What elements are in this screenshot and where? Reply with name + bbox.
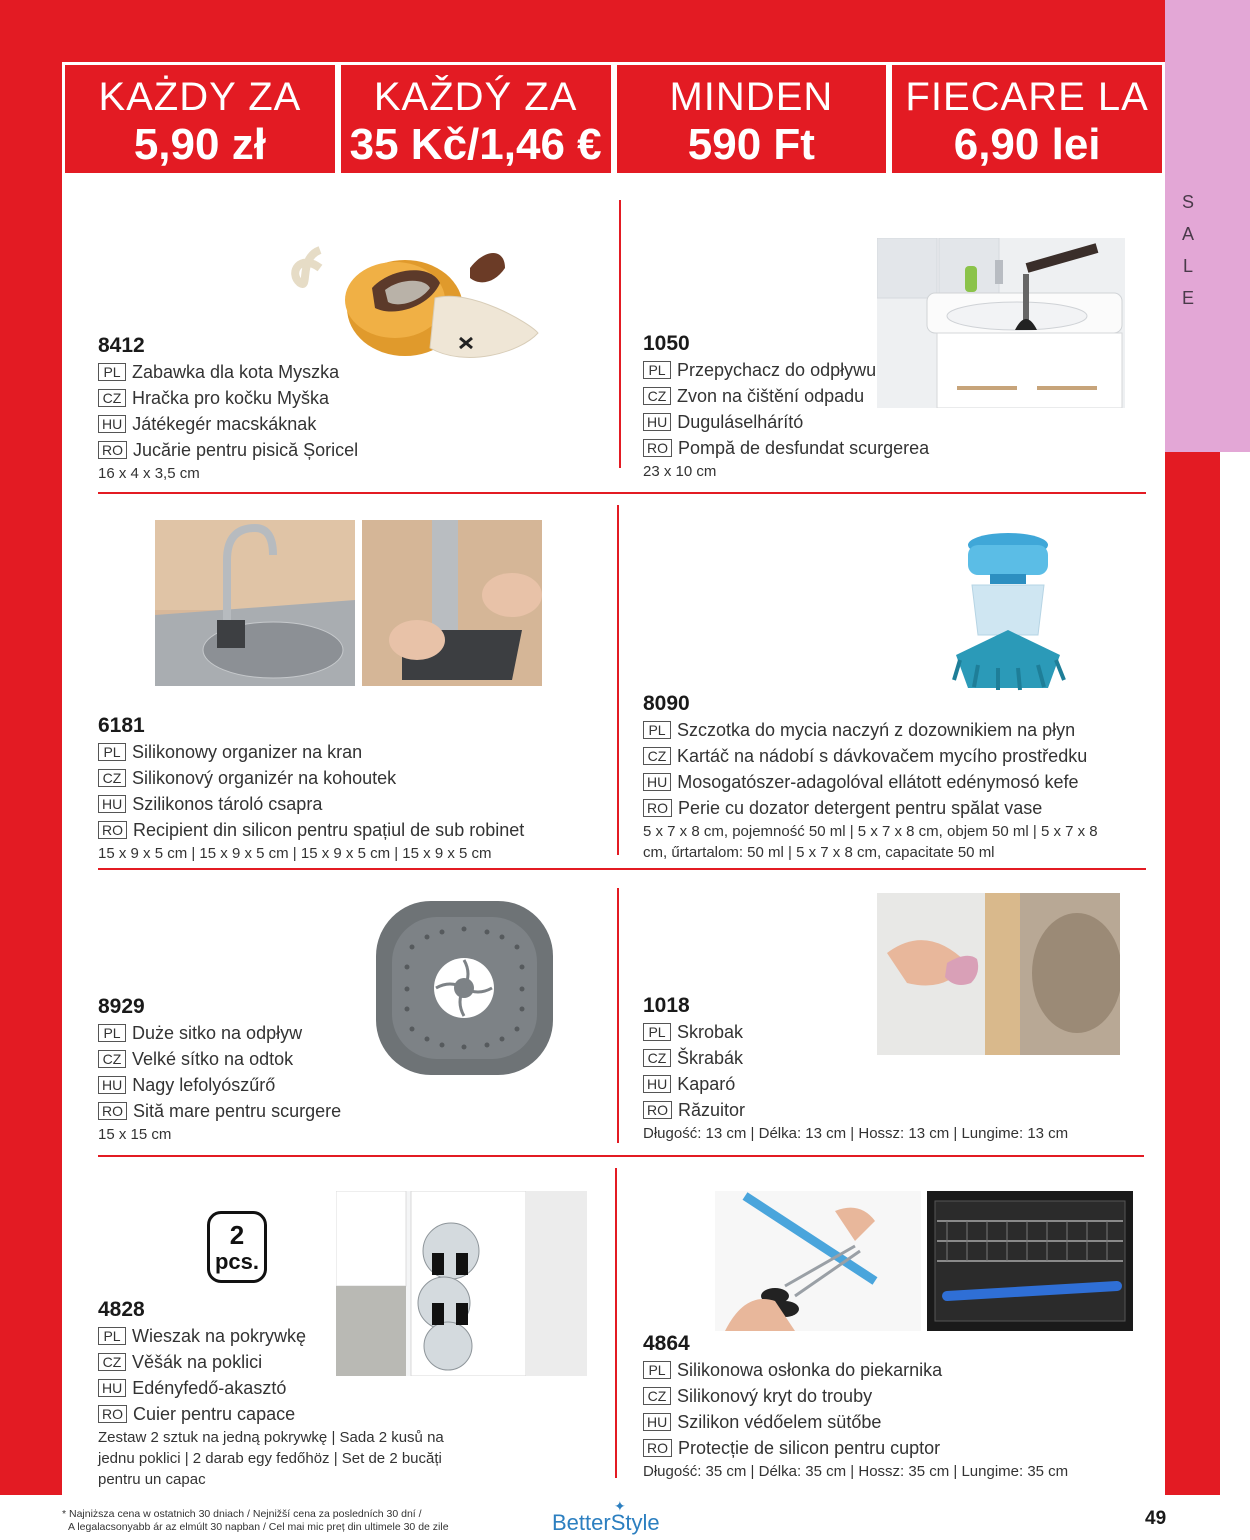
product-name-pl [643,1357,1123,1383]
faucet-organizer-image-1 [155,520,355,686]
product-6181 [98,713,558,864]
product-code: 8929 [98,995,145,1018]
product-name-hu [643,1071,1123,1097]
product-name: Szilikon védőelem sütőbe [677,1411,882,1432]
product-code: 4828 [98,1298,145,1321]
product-dimensions: jednu poklici | 2 darab egy fedőhöz | Set de 2 bucăți [98,1450,442,1467]
product-code: 6181 [98,714,145,737]
lang-tag: RO [643,799,672,817]
product-name: Mosogatószer-adagolóval ellátott edénymosó kefe [677,771,1079,792]
lang-tag: RO [98,441,127,459]
lang-tag: CZ [98,1050,126,1068]
price-cz [338,62,614,176]
product-code: 8090 [643,692,690,715]
product-name: Szilikonos tároló csapra [132,793,323,814]
brand-logo [552,1498,660,1536]
product-name: Kaparó [677,1073,736,1094]
product-name-pl [643,357,1103,383]
product-name: Jucărie pentru pisică Șoricel [133,439,359,460]
product-name: Pompă de desfundat scurgerea [678,437,930,458]
row-divider [98,1155,1144,1157]
lang-tag: CZ [643,387,671,405]
footnote [62,1508,449,1534]
lang-tag: HU [643,1413,671,1431]
price-value: 6,90 lei [953,120,1101,169]
product-name-pl [98,1020,558,1046]
pieces-badge [207,1211,267,1283]
product-name: Cuier pentru capace [133,1403,296,1424]
brand-name: BetterStyle [552,1510,660,1535]
lang-tag: CZ [643,1049,671,1067]
pieces-count: 2 [229,1220,245,1250]
faucet-organizer-image-2 [362,520,542,686]
lang-tag: HU [98,1379,126,1397]
product-8929 [98,994,558,1145]
price-hu [614,62,890,176]
lang-tag: PL [643,721,671,739]
lang-tag: HU [643,413,671,431]
dish-brush-image [948,530,1068,692]
product-name-ro [643,795,1123,821]
lang-tag: RO [98,1102,127,1120]
product-name-ro [643,1435,1123,1461]
product-name-hu [98,791,558,817]
product-name-pl [643,717,1123,743]
column-divider [615,1168,617,1478]
lang-tag: RO [98,1405,127,1423]
product-dimensions: cm, űrtartalom: 50 ml | 5 x 7 x 8 cm, capacitate 50 ml [643,844,995,861]
lang-tag: PL [98,363,126,381]
lang-tag: RO [643,1101,672,1119]
product-name: Perie cu dozator detergent pentru spălat vase [678,797,1043,818]
product-1050 [643,331,1103,482]
product-name: Věšák na poklici [132,1351,263,1372]
product-name: Silikonový organizér na kohoutek [132,767,397,788]
lang-tag: CZ [98,769,126,787]
product-name: Hračka pro kočku Myška [132,387,330,408]
product-1018 [643,993,1123,1144]
lang-tag: PL [643,1361,671,1379]
price-value: 35 Kč/1,46 € [349,120,602,169]
product-dimensions: Długość: 13 cm | Délka: 13 cm | Hossz: 13 cm | Lungime: 13 cm [643,1125,1069,1142]
product-name: Kartáč na nádobí s dávkovačem mycího prostředku [677,745,1088,766]
product-name-ro [98,817,558,843]
product-name: Játékegér macskáknak [132,413,317,434]
price-label: KAŻDY ZA [98,75,302,119]
product-name: Silikonowy organizer na kran [132,741,363,762]
product-dimensions: pentru un capac [98,1471,206,1488]
red-left-band [0,0,62,1495]
product-name: Silikonowa osłonka do piekarnika [677,1359,943,1380]
product-name-ro [98,1401,558,1427]
product-name-cz [643,383,1103,409]
lang-tag: PL [98,1024,126,1042]
product-name: Duże sitko na odpływ [132,1022,303,1043]
product-name-cz [643,1045,1123,1071]
price-value: 590 Ft [687,120,815,169]
column-divider [617,888,619,1143]
product-name: Silikonový kryt do trouby [677,1385,873,1406]
lang-tag: RO [98,821,127,839]
product-name: Duguláselhárító [677,411,804,432]
red-right-band [1165,452,1220,1495]
product-name-cz [98,1046,558,1072]
product-code: 8412 [98,334,145,357]
product-name: Zabawka dla kota Myszka [132,361,340,382]
lang-tag: HU [98,1076,126,1094]
product-dimensions: Zestaw 2 sztuk na jedną pokrywkę | Sada 2 kusů na [98,1429,444,1446]
row-divider [98,868,1146,870]
product-name-cz [98,385,558,411]
product-dimensions: 15 x 9 x 5 cm | 15 x 9 x 5 cm | 15 x 9 x 5 cm | 15 x 9 x 5 cm [98,845,492,862]
product-name: Nagy lefolyószűrő [132,1074,276,1095]
product-name: Velké sítko na odtok [132,1048,294,1069]
product-name-ro [643,435,1103,461]
oven-guard-cutting-image [715,1191,921,1331]
price-header [62,62,1165,176]
product-name-ro [98,1098,558,1124]
star-icon: ✦ [614,1498,626,1514]
product-dimensions: 15 x 15 cm [98,1126,172,1143]
product-name: Răzuitor [678,1099,746,1120]
product-name: Edényfedő-akasztó [132,1377,287,1398]
lang-tag: RO [643,439,672,457]
lang-tag: HU [98,415,126,433]
price-pl [62,62,338,176]
product-name: Skrobak [677,1021,744,1042]
product-name: Škrabák [677,1047,744,1068]
product-name-pl [98,359,558,385]
lang-tag: PL [643,1023,671,1041]
lang-tag: HU [98,795,126,813]
product-name-pl [643,1019,1123,1045]
footnote-line: A legalacsonyabb ár az elmúlt 30 napban / Cel mai mic preț din ultimele 30 de zile [68,1521,449,1533]
sale-label: S A L E [1181,192,1194,308]
product-4828 [98,1297,558,1490]
product-name-pl [98,739,558,765]
product-name-ro [643,1097,1123,1123]
column-divider [619,200,621,468]
product-code: 1018 [643,994,690,1017]
product-dimensions: Długość: 35 cm | Délka: 35 cm | Hossz: 35 cm | Lungime: 35 cm [643,1463,1069,1480]
lang-tag: PL [98,1327,126,1345]
product-code: 4864 [643,1332,690,1355]
product-name-hu [643,409,1103,435]
lang-tag: CZ [643,1387,671,1405]
red-top-band [0,0,1165,62]
product-name: Zvon na čištění odpadu [677,385,865,406]
product-name: Protecție de silicon pentru cuptor [678,1437,941,1458]
price-ro [889,62,1165,176]
product-name-cz [98,1349,558,1375]
product-name: Szczotka do mycia naczyń z dozownikiem na płyn [677,719,1076,740]
product-name-hu [98,1375,558,1401]
product-8412 [98,333,558,484]
product-name: Sită mare pentru scurgere [133,1100,342,1121]
oven-guard-installed-image [927,1191,1133,1331]
product-4864 [643,1331,1123,1482]
product-dimensions: 5 x 7 x 8 cm, pojemność 50 ml | 5 x 7 x 8 cm, objem 50 ml | 5 x 7 x 8 [643,823,1098,840]
page-number: 49 [1145,1508,1167,1529]
price-label: MINDEN [669,75,834,119]
product-name-cz [643,743,1123,769]
lang-tag: HU [643,773,671,791]
footnote-line: * Najniższa cena w ostatnich 30 dniach / Nejnižší cena za posledních 30 dní / [62,1508,422,1520]
product-name-ro [98,437,558,463]
lang-tag: CZ [98,1353,126,1371]
lang-tag: CZ [643,747,671,765]
product-name-pl [98,1323,558,1349]
product-name-hu [643,1409,1123,1435]
product-name: Wieszak na pokrywkę [132,1325,307,1346]
row-divider [98,492,1146,494]
product-name-hu [643,769,1123,795]
lang-tag: PL [643,361,671,379]
product-name-cz [98,765,558,791]
price-label: FIECARE LA [905,75,1149,119]
product-name-cz [643,1383,1123,1409]
product-8090 [643,691,1123,863]
price-label: KAŽDÝ ZA [373,75,578,119]
product-name-hu [98,411,558,437]
column-divider [617,505,619,855]
product-dimensions: 23 x 10 cm [643,463,717,480]
product-name: Przepychacz do odpływu [677,359,877,380]
price-value: 5,90 zł [133,120,266,169]
product-code: 1050 [643,332,690,355]
product-name-hu [98,1072,558,1098]
lang-tag: RO [643,1439,672,1457]
lang-tag: HU [643,1075,671,1093]
pieces-unit: pcs. [214,1249,260,1274]
product-name: Recipient din silicon pentru spațiul de sub robinet [133,819,525,840]
product-dimensions: 16 x 4 x 3,5 cm [98,465,200,482]
lang-tag: CZ [98,389,126,407]
lang-tag: PL [98,743,126,761]
